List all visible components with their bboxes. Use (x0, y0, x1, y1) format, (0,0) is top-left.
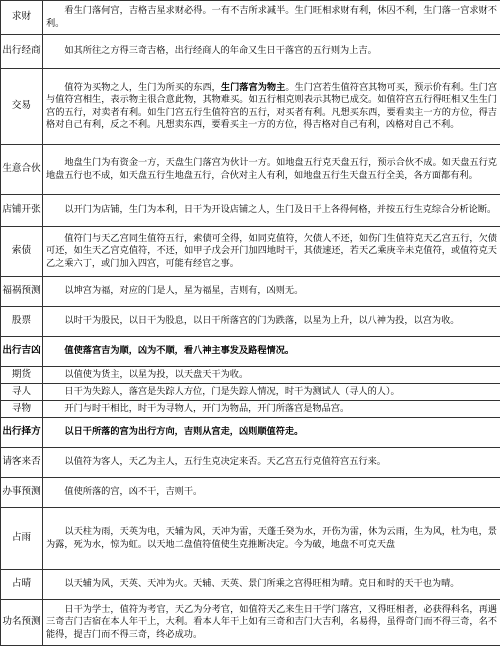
table-row (1, 508, 500, 570)
row-text: 以时干为股民，以日干为股息，以日干所落宫的门为跌落，以星为上升，以八神为投，以宫为收。 (43, 307, 500, 337)
table-row (1, 195, 500, 227)
row-text: 值符门与天乙宫同生值符五行，索债可全得，如同克值符，欠债人不还，如伤门生值符克天乙宫五行，欠债可还，如生天乙宫克值符，不还，如甲子戊会开门加四地时干，其债速还，若天乙乘庚辛未克值符，或值符克天乙之乘六丁，或门加入四宫，可能有经官之事。 (43, 227, 500, 277)
highlighted-text: 生门落宫为物主 (221, 82, 285, 93)
table-row (1, 570, 500, 600)
row-text: 以天辅为风，天英、天冲为火。天辅、天英、景门所乘之宫得旺相为晴。克日和时的天干也为晴。 (43, 570, 500, 600)
table-row (1, 277, 500, 307)
table-row (1, 69, 500, 145)
row-label: 股票 (1, 307, 43, 337)
row-label: 寻人 (1, 384, 43, 401)
row-text: 开门与时干相比，时干为寻物人，开门为物品，开门所落宫是物品宫。 (43, 401, 500, 418)
row-text: 以值使为货主，以星为投，以天盘天干为收。 (43, 367, 500, 384)
row-label: 店铺开张 (1, 195, 43, 227)
text-segment: 。生门宫若生值符宫其物可买，预示价有利。生门宫与值符宫相生，表示物主很合意此物，其物难买。如五行相克则表示其物已成交。如值符宫五行得旺相又生生门宫的五行，对卖者有利。如生门宫五行生值符宫的五行，对买者有利。凡想买东西，要看卖主一方的方位，得吉格对自己有利，反之不利。凡想卖东西，要看买主一方的方位，得吉格对自己有利，凶格对自己不利。 (46, 82, 497, 130)
table-row (1, 227, 500, 277)
text-segment: 值符为买物之人，生门为所买的东西， (64, 82, 220, 93)
row-text: 值使落宫吉为顺，凶为不顺，看八神主事发及路程情况。 (43, 337, 500, 367)
row-text: 以坤宫为福，对应的门是人，星为福星，吉则有，凶则无。 (43, 277, 500, 307)
table-row (1, 600, 500, 646)
table-row (1, 1, 500, 35)
row-label: 请客来否 (1, 448, 43, 478)
row-text: 日干为失踪人，落宫是失踪人方位，门是失踪人情况，时干为测试人（寻人的人）。 (43, 384, 500, 401)
row-text: 以日干所落的宫为出行方向，吉则从宫走，凶则顺值符走。 (43, 418, 500, 448)
row-text: 如其所往之方得三奇吉格，出行经商人的年命又生日干落宫的五行则为上吉。 (43, 35, 500, 69)
row-label: 福祸预测 (1, 277, 43, 307)
table-row (1, 384, 500, 401)
table-row (1, 401, 500, 418)
row-label: 索债 (1, 227, 43, 277)
row-text: 看生门落何宫，吉格吉星求财必得。一有不吉所求减半。生门旺相求财有利，休囚不利，生门落一宫求财不利。 (43, 1, 500, 35)
table-row (1, 35, 500, 69)
table-row (1, 418, 500, 448)
row-label: 求财 (1, 1, 43, 35)
table-row (1, 478, 500, 508)
table-row (1, 448, 500, 478)
row-text: 以开门为店铺，生门为本利，日干为开设店铺之人，生门及日干上各得何格，并按五行生克综合分析论断。 (43, 195, 500, 227)
row-text: 以天柱为雨，天英为电，天辅为风，天冲为雷，天蓬壬癸为水，开伤为雷，休为云雨，生为风，杜为电，景为露，死为水，惊为虹。以天地二盘值符值使生克推断决定。今为破，地盘不可克天盘 (43, 508, 500, 570)
row-text: 值使所落的宫，凶不干，吉则干。 (43, 478, 500, 508)
row-text (43, 69, 500, 145)
row-label: 交易 (1, 69, 43, 145)
table-row (1, 145, 500, 195)
row-label: 寻物 (1, 401, 43, 418)
table-row (1, 337, 500, 367)
row-label: 出行经商 (1, 35, 43, 69)
row-label: 占雨 (1, 508, 43, 570)
row-label: 期货 (1, 367, 43, 384)
row-label: 办事预测 (1, 478, 43, 508)
row-label: 生意合伙 (1, 145, 43, 195)
row-label: 占晴 (1, 570, 43, 600)
table-row (1, 367, 500, 384)
row-text: 以值符为客人，天乙为主人，五行生克决定来否。天乙宫五行克值符宫五行来。 (43, 448, 500, 478)
table-row (1, 307, 500, 337)
row-text: 日干为学士，值符为考官，天乙为分考官，如值符天乙来生日干学门落宫，又得旺相者，必获得科名，再遇三奇吉门吉宿在本人年干上，大利。看本人年干上如有三奇和吉门大吉利，名易得，虽得奇门而不得三奇，名不能得，提吉门而不得三奇，终必成功。 (43, 600, 500, 646)
row-label: 出行吉凶 (1, 337, 43, 367)
row-label: 功名预测 (1, 600, 43, 646)
row-label: 出行择方 (1, 418, 43, 448)
row-text: 地盘生门为有资金一方，天盘生门落宫为伙计一方。如地盘五行克天盘五行，预示合伙不成。如天盘五行克地盘五行也不成，如天盘五行生地盘五行，合伙对主人有利，如地盘五行生天盘五行全美，各方面都有利。 (43, 145, 500, 195)
